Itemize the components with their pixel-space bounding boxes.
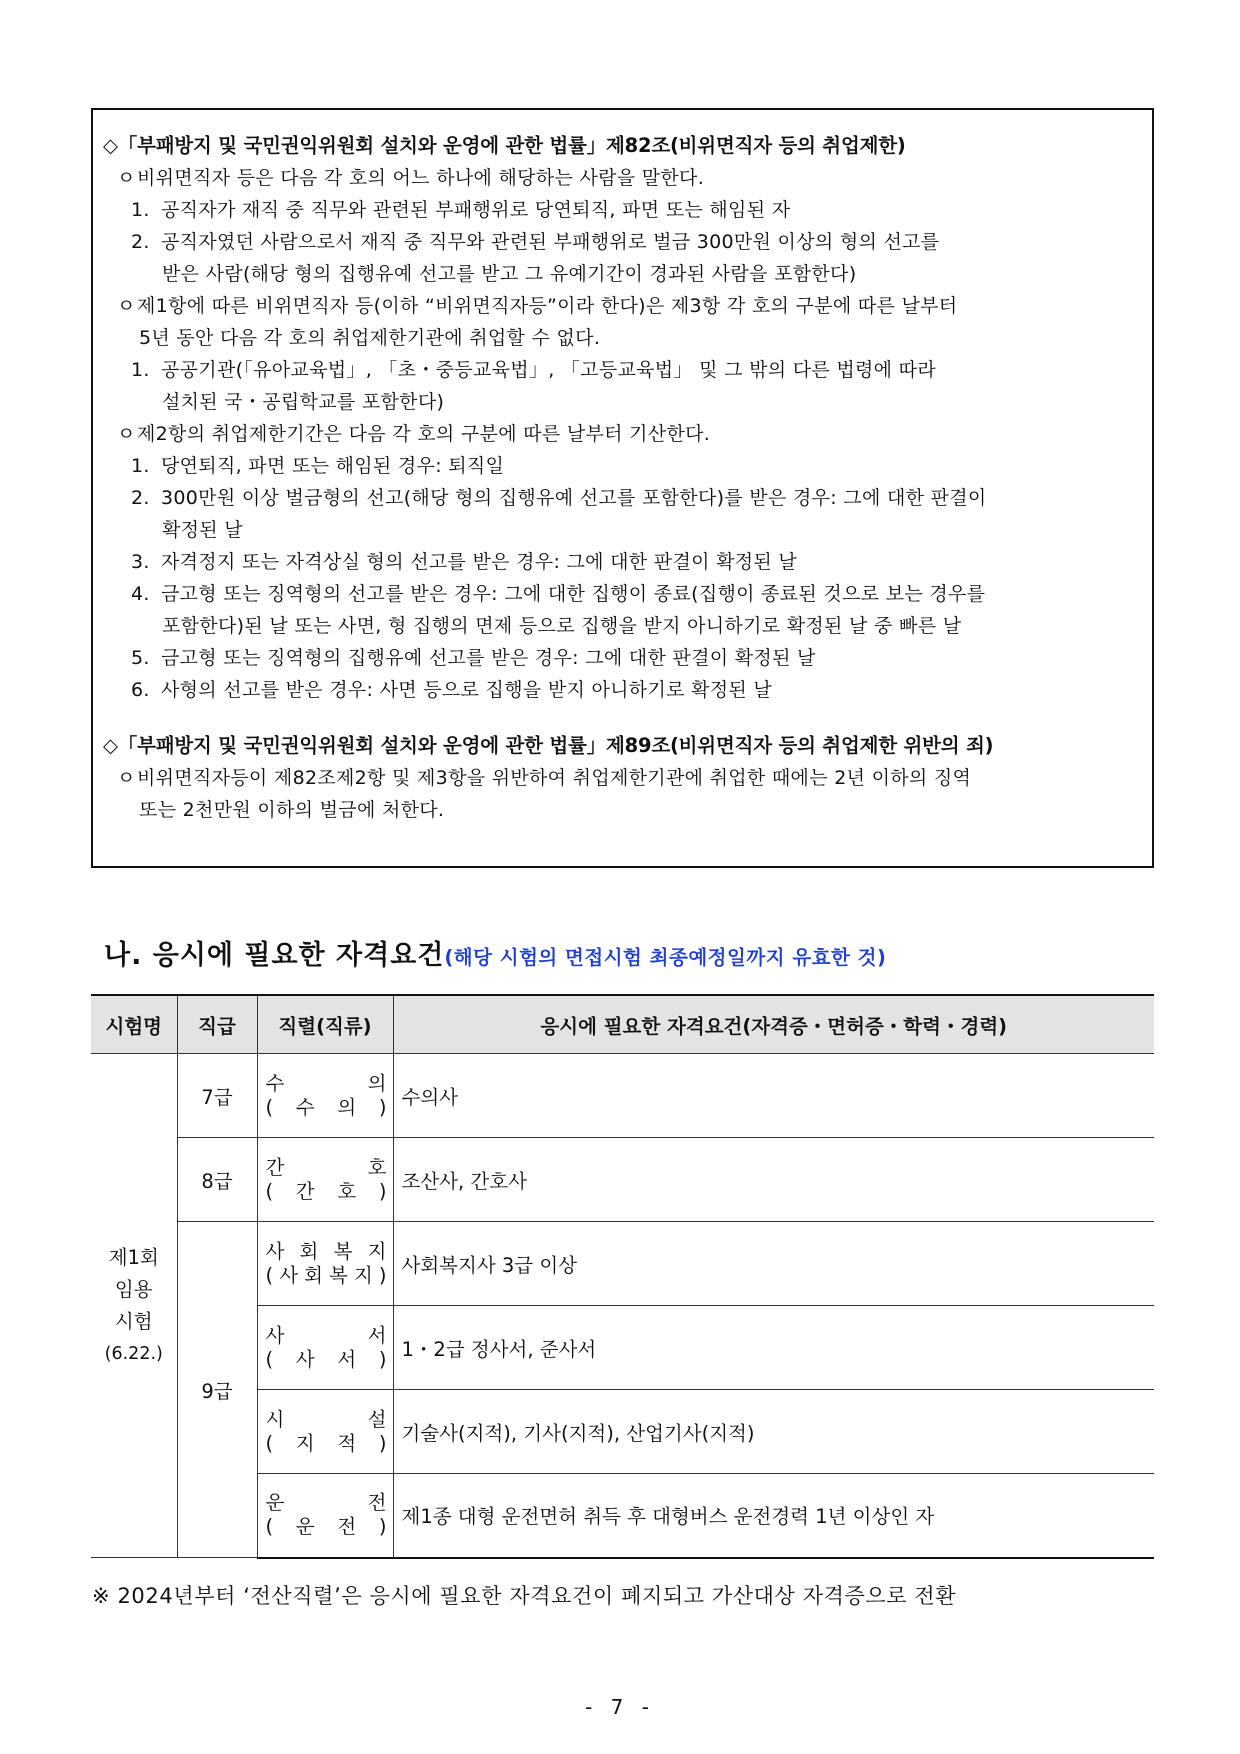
law-article-title: ◇「부패방지 및 국민권익위원회 설치와 운영에 관한 법률」제89조(비위면직자 등의 취업제한 위반의 죄) xyxy=(103,734,994,757)
item-number: 2. xyxy=(131,487,150,509)
law-item-text: 사형의 선고를 받은 경우: 사면 등으로 집행을 받지 아니하기로 확정된 날 xyxy=(161,679,773,701)
series-name: 사 서 xyxy=(265,1323,387,1347)
table-row xyxy=(91,1054,1154,1138)
law-item-continuation: 포함한다)된 날 또는 사면, 형 집행의 면제 등으로 집행을 받지 아니하기로 확정된 날 중 빠른 날 xyxy=(162,615,962,637)
circle-marker: ㅇ xyxy=(117,767,136,789)
section-note: (해당 시험의 면접시험 최종예정일까지 유효한 것) xyxy=(444,946,887,969)
law-item xyxy=(103,226,1130,258)
law-item xyxy=(103,482,1130,514)
header-exam-name: 시험명 xyxy=(91,995,177,1054)
requirement-cell: 기술사(지적), 기사(지적), 산업기사(지적) xyxy=(393,1390,1154,1474)
page-number: - 7 - xyxy=(585,1695,655,1719)
circle-marker: ㅇ xyxy=(117,295,136,317)
series-name: 시 설 xyxy=(265,1407,387,1431)
law-item-text: 금고형 또는 징역형의 선고를 받은 경우: 그에 대한 집행이 종료(집행이 종료된 것으로 보는 경우를 xyxy=(161,583,986,605)
series-name: 간 호 xyxy=(265,1155,387,1179)
requirement-cell: 제1종 대형 운전면허 취득 후 대형버스 운전경력 1년 이상인 자 xyxy=(393,1474,1154,1558)
law-paragraph-continuation: 또는 2천만원 이하의 벌금에 처한다. xyxy=(139,799,445,821)
law-item xyxy=(103,546,1130,578)
series-name: 사 회 복 지 xyxy=(265,1239,387,1263)
item-number: 3. xyxy=(131,551,150,573)
law-paragraph xyxy=(103,290,1130,322)
series-name: 수 의 xyxy=(265,1071,387,1095)
section-heading xyxy=(104,933,886,972)
item-number: 1. xyxy=(131,199,150,221)
header-requirement: 응시에 필요한 자격요건(자격증・면허증・학력・경력) xyxy=(393,995,1154,1054)
law-item xyxy=(103,194,1130,226)
table-row xyxy=(91,1138,1154,1222)
law-item-text: 금고형 또는 징역형의 집행유예 선고를 받은 경우: 그에 대한 판결이 확정된 날 xyxy=(161,647,816,669)
item-number: 6. xyxy=(131,679,150,701)
circle-marker: ㅇ xyxy=(117,423,136,445)
item-number: 4. xyxy=(131,583,150,605)
law-paragraph-continuation: 5년 동안 다음 각 호의 취업제한기관에 취업할 수 없다. xyxy=(139,327,601,349)
qualification-table xyxy=(91,994,1154,1559)
law-paragraph xyxy=(103,418,1130,450)
law-item xyxy=(103,450,1130,482)
series-subcategory: ( 사 서 ) xyxy=(265,1347,387,1371)
item-number: 1. xyxy=(131,455,150,477)
law-item xyxy=(103,354,1130,386)
requirement-cell: 조산사, 간호사 xyxy=(393,1138,1154,1222)
item-number: 1. xyxy=(131,359,150,381)
series-cell xyxy=(257,1138,393,1222)
exam-name-line: 임용 xyxy=(114,1277,153,1301)
section-title: 나. 응시에 필요한 자격요건 xyxy=(104,940,445,971)
series-name: 운 전 xyxy=(265,1491,387,1515)
series-subcategory: ( 수 의 ) xyxy=(265,1095,387,1119)
series-cell xyxy=(257,1390,393,1474)
law-article-title: ◇「부패방지 및 국민권익위원회 설치와 운영에 관한 법률」제82조(비위면직자 등의 취업제한) xyxy=(103,134,906,157)
series-subcategory: ( 운 전 ) xyxy=(265,1515,387,1539)
series-cell xyxy=(257,1054,393,1138)
exam-name-line: 제1회 xyxy=(108,1245,159,1269)
table-row xyxy=(91,1222,1154,1306)
series-cell xyxy=(257,1306,393,1390)
law-item-text: 공공기관(「유아교육법」, 「초・중등교육법」, 「고등교육법」 및 그 밖의 다른 법령에 따라 xyxy=(161,359,936,381)
law-item xyxy=(103,674,1130,706)
requirement-cell: 사회복지사 3급 이상 xyxy=(393,1222,1154,1306)
footnote: ※ 2024년부터 ‘전산직렬’은 응시에 필요한 자격요건이 폐지되고 가산대상 자격증으로 전환 xyxy=(92,1584,957,1608)
law-article-89 xyxy=(103,730,1130,826)
circle-marker: ㅇ xyxy=(117,167,136,189)
law-item-text: 공직자가 재직 중 직무와 관련된 부패행위로 당연퇴직, 파면 또는 해임된 자 xyxy=(161,199,791,221)
law-paragraph xyxy=(103,762,1130,794)
law-paragraph-text: 비위면직자 등은 다음 각 호의 어느 하나에 해당하는 사람을 말한다. xyxy=(137,167,705,189)
requirement-cell: 1・2급 정사서, 준사서 xyxy=(393,1306,1154,1390)
series-subcategory: ( 사 회 복 지 ) xyxy=(265,1263,387,1287)
law-excerpt-box xyxy=(91,108,1154,868)
requirement-cell: 수의사 xyxy=(393,1054,1154,1138)
table-header-row xyxy=(91,995,1154,1054)
law-item-continuation: 확정된 날 xyxy=(162,519,243,541)
series-subcategory: ( 지 적 ) xyxy=(265,1431,387,1455)
law-item-continuation: 받은 사람(해당 형의 집행유예 선고를 받고 그 유예기간이 경과된 사람을 포함한다) xyxy=(162,263,857,285)
law-article-82 xyxy=(103,130,1130,706)
exam-name-cell xyxy=(91,1054,177,1558)
item-number: 2. xyxy=(131,231,150,253)
header-series: 직렬(직류) xyxy=(257,995,393,1054)
grade-cell: 7급 xyxy=(177,1054,257,1138)
exam-name-line: 시험 xyxy=(114,1309,153,1333)
series-subcategory: ( 간 호 ) xyxy=(265,1179,387,1203)
law-item-text: 300만원 이상 벌금형의 선고(해당 형의 집행유예 선고를 포함한다)를 받은 경우: 그에 대한 판결이 xyxy=(161,487,987,509)
law-item-text: 자격정지 또는 자격상실 형의 선고를 받은 경우: 그에 대한 판결이 확정된 날 xyxy=(161,551,798,573)
series-cell xyxy=(257,1474,393,1558)
law-item-continuation: 설치된 국・공립학교를 포함한다) xyxy=(162,391,445,413)
law-paragraph-text: 비위면직자등이 제82조제2항 및 제3항을 위반하여 취업제한기관에 취업한 때에는 2년 이하의 징역 xyxy=(137,767,972,789)
header-grade: 직급 xyxy=(177,995,257,1054)
grade-cell: 9급 xyxy=(177,1222,257,1558)
grade-cell: 8급 xyxy=(177,1138,257,1222)
item-number: 5. xyxy=(131,647,150,669)
law-item-text: 공직자였던 사람으로서 재직 중 직무와 관련된 부패행위로 벌금 300만원 이상의 형의 선고를 xyxy=(161,231,940,253)
law-paragraph xyxy=(103,162,1130,194)
law-item-text: 당연퇴직, 파면 또는 해임된 경우: 퇴직일 xyxy=(161,455,505,477)
series-cell xyxy=(257,1222,393,1306)
exam-date: (6.22.) xyxy=(104,1343,163,1364)
law-paragraph-text: 제2항의 취업제한기간은 다음 각 호의 구분에 따른 날부터 기산한다. xyxy=(137,423,711,445)
law-item xyxy=(103,642,1130,674)
law-paragraph-text: 제1항에 따른 비위면직자 등(이하 “비위면직자등”이라 한다)은 제3항 각 호의 구분에 따른 날부터 xyxy=(137,295,958,317)
law-item xyxy=(103,578,1130,610)
